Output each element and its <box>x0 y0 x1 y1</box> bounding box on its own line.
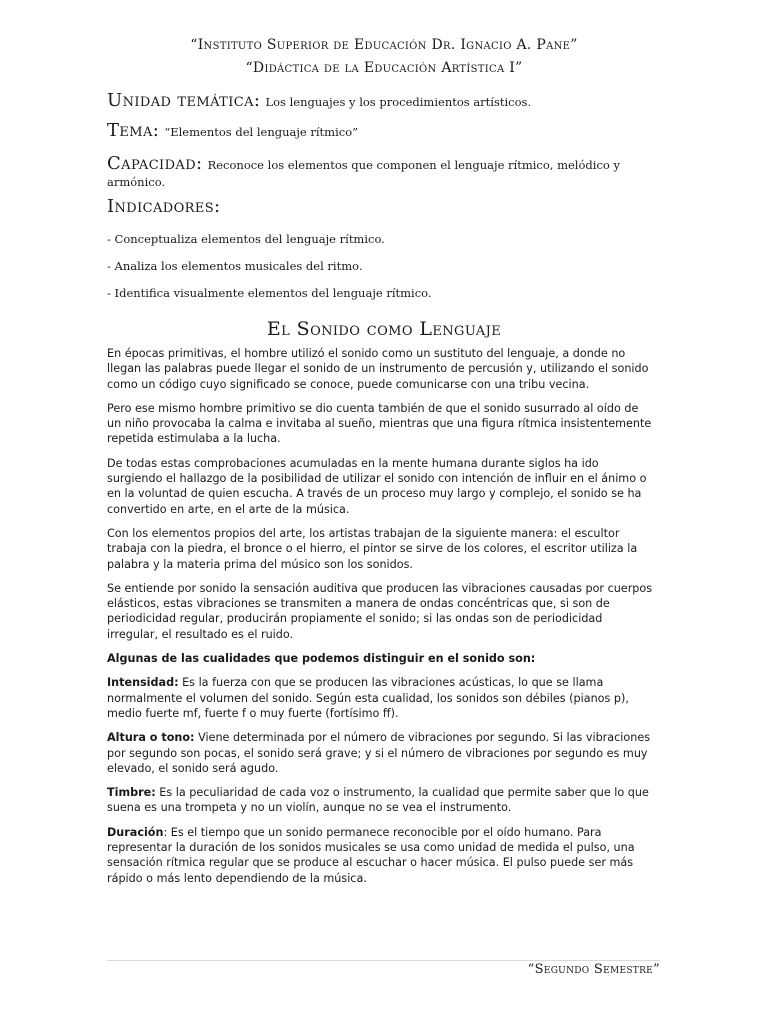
unidad-value: Los lenguajes y los procedimientos artísticos. <box>265 95 532 109</box>
capacidad <box>107 153 652 190</box>
footer-semester: “Segundo Semestre” <box>527 962 660 977</box>
indicador-item: - Identifica visualmente elementos del lenguaje rítmico. <box>107 286 432 300</box>
qualities-heading: Algunas de las cualidades que podemos distinguir en el sonido son: <box>107 652 536 666</box>
paragraph: Se entiende por sonido la sensación auditiva que producen las vibraciones causadas por cuerpos elásticos, estas vibraciones se transmiten a manera de ondas concéntricas que, si son de periodicidad regular, producirán propiamente el sonido; si las ondas son de periodicidad irregular, el resultado es el ruido. <box>107 581 653 641</box>
quality-text: Es la peculiaridad de cada voz o instrumento, la cualidad que permite saber que lo que suena es una trompeta y no un violín, aunque no se vea el instrumento. <box>107 786 649 815</box>
quality-term: Timbre: <box>107 786 156 800</box>
paragraph: Pero ese mismo hombre primitivo se dio cuenta también de que el sonido susurrado al oído de un niño provocaba la calma e invitaba al sueño, mientras que una figura rítmica insistentemente repetida estimulaba a la lucha. <box>107 401 652 446</box>
article-body <box>107 346 655 895</box>
capacidad-label: Capacidad: <box>107 153 203 174</box>
paragraph: De todas estas comprobaciones acumuladas en la mente humana durante siglos ha ido surgiendo el hallazgo de la posibilidad de utilizar el sonido con intención de influir en el ánimo o en la voluntad de quien escucha. A través de un proceso muy largo y complejo, el sonido se ha convertido en arte, en el arte de la música. <box>107 456 647 516</box>
tema-label: Tema: <box>107 120 160 141</box>
unidad-tematica <box>107 90 652 111</box>
quality-term: Duración <box>107 825 164 839</box>
indicadores-label: Indicadores: <box>107 196 221 217</box>
capacidad-value: Reconoce los elementos que componen el lenguaje rítmico, melódico y armónico. <box>107 158 620 189</box>
paragraph: En épocas primitivas, el hombre utilizó el sonido como un sustituto del lenguaje, a donde no llegan las palabras puede llegar el sonido de un instrumento de percusión y, utilizando el sonido como un código cuyo significado se conoce, puede comunicarse con una tribu vecina. <box>107 347 649 391</box>
indicadores-heading <box>107 196 652 217</box>
footer-divider <box>107 960 660 961</box>
quality-text: Viene determinada por el número de vibraciones por segundo. Si las vibraciones por segundo son pocas, el sonido será grave; y si el número de vibraciones por segundo es muy elevado, el sonido será agudo. <box>107 731 651 775</box>
quality-item <box>107 785 655 816</box>
tema-value: “Elementos del lenguaje rítmico” <box>164 125 359 139</box>
paragraph: Con los elementos propios del arte, los artistas trabajan de la siguiente manera: el escultor trabaja con la piedra, el bronce o el hierro, el pintor se sirve de los colores, el escritor utiliza la palabra y la materia prima del músico son los sonidos. <box>107 526 638 571</box>
quality-term: Intensidad: <box>107 676 179 690</box>
section-title: El Sonido como Lenguaje <box>266 318 502 340</box>
institution-header: “Instituto Superior de Educación Dr. Ignacio A. Pane” <box>190 37 578 53</box>
course-header: “Didáctica de la Educación Artística I” <box>245 60 523 76</box>
quality-text: Es la fuerza con que se producen las vibraciones acústicas, lo que se llama normalmente el volumen del sonido. Según esta cualidad, los sonidos son débiles (pianos p), medio fuerte mf, fuerte f o muy fuerte (fortísimo ff). <box>107 676 629 720</box>
indicador-item: - Conceptualiza elementos del lenguaje rítmico. <box>107 232 385 246</box>
tema <box>107 120 652 141</box>
quality-item <box>107 730 655 776</box>
unidad-label: Unidad temática: <box>107 90 261 111</box>
quality-text: : Es el tiempo que un sonido permanece reconocible por el oído humano. Para representar la duración de los sonidos musicales se usa como unidad de medida el pulso, una sensación rítmica regular que se produce al escuchar o hacer música. El pulso puede ser más rápido o más lento dependiendo de la música. <box>107 825 635 885</box>
quality-item <box>107 675 655 721</box>
indicador-item: - Analiza los elementos musicales del ritmo. <box>107 259 363 273</box>
quality-term: Altura o tono: <box>107 731 195 745</box>
quality-item <box>107 825 655 886</box>
